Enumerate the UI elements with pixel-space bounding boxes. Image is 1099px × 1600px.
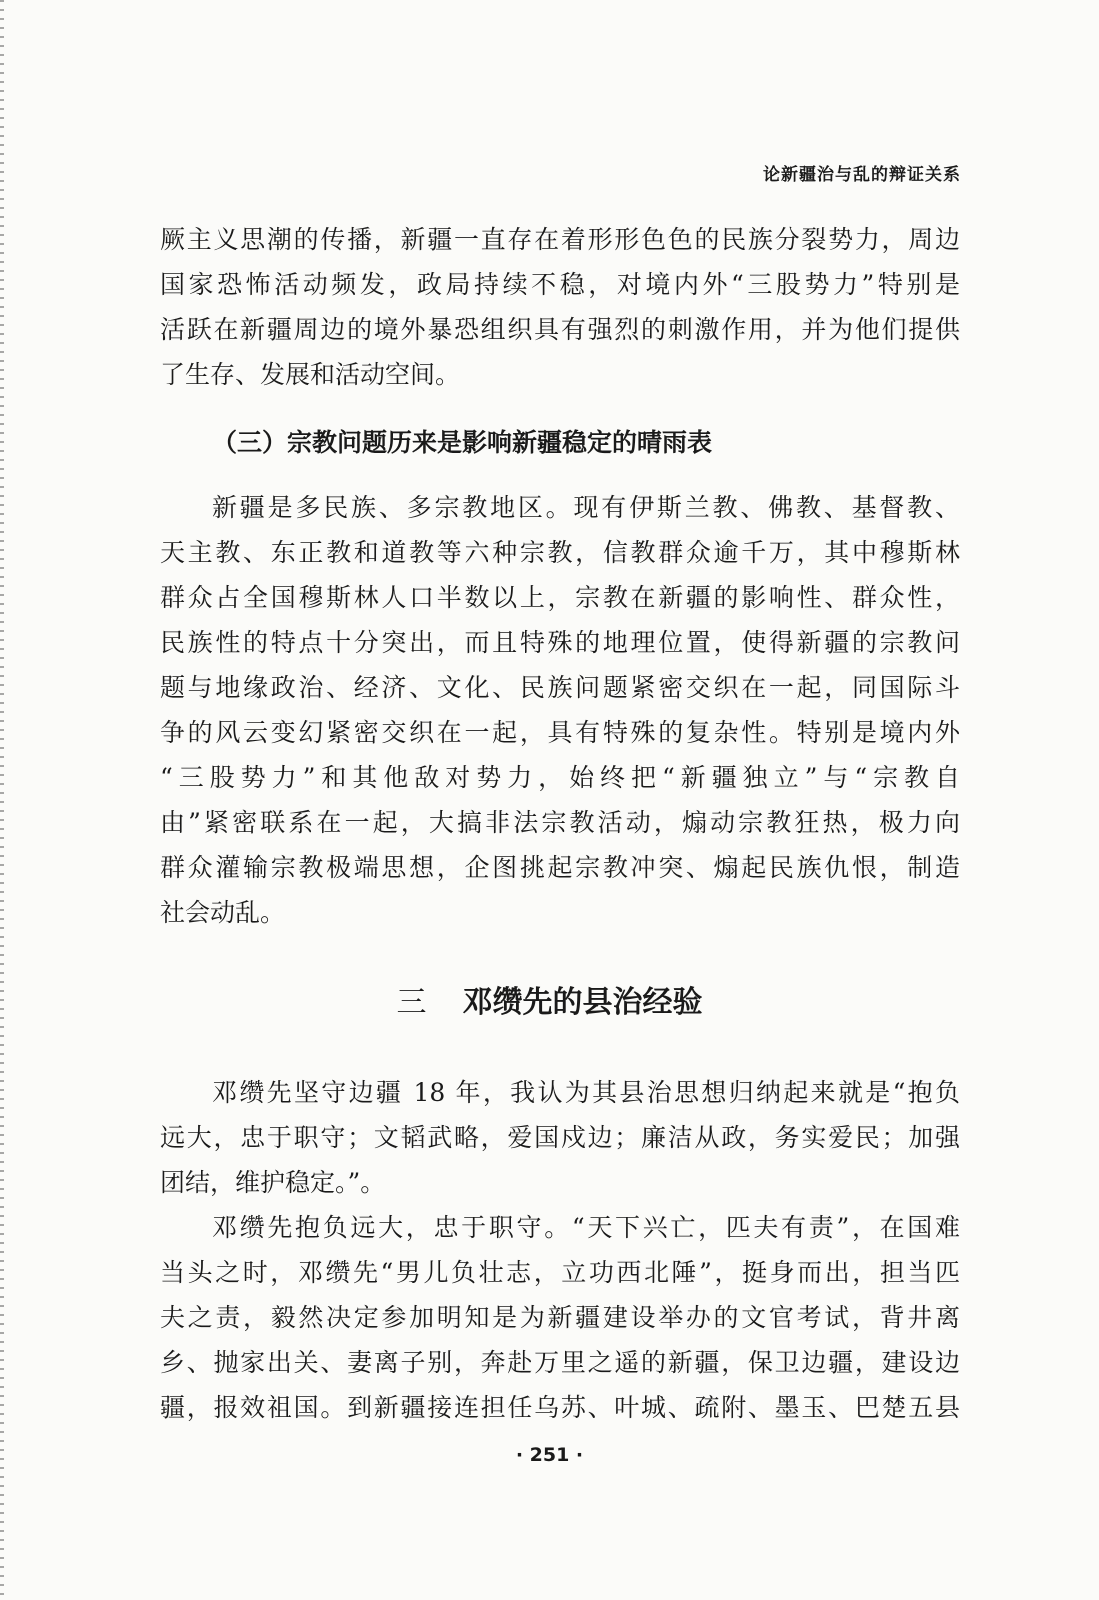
- text-line: 活跃在新疆周边的境外暴恐组织具有强烈的刺激作用，并为他们提供: [160, 315, 960, 344]
- text-line: 当头之时，邓缵先“男儿负壮志，立功西北陲”，挺身而出，担当匹: [160, 1258, 960, 1287]
- scan-edge-marks: [0, 0, 4, 1600]
- paragraph-3: [160, 1070, 960, 1205]
- paragraph-2: [160, 485, 960, 935]
- running-head: 论新疆治与乱的辩证关系: [763, 165, 961, 185]
- text-line: 题与地缘政治、经济、文化、民族问题紧密交织在一起，同国际斗: [160, 673, 960, 702]
- text-line: 邓缵先抱负远大，忠于职守。“天下兴亡，匹夫有责”，在国难: [212, 1213, 960, 1242]
- text-line: 群众占全国穆斯林人口半数以上，宗教在新疆的影响性、群众性，: [160, 583, 960, 612]
- section-heading: [0, 980, 1099, 1025]
- text-line: 了生存、发展和活动空间。: [160, 360, 461, 389]
- paragraph-4: [160, 1205, 960, 1430]
- section-title: 邓缵先的县治经验: [462, 985, 703, 1020]
- text-line: 厥主义思潮的传播，新疆一直存在着形形色色的民族分裂势力，周边: [160, 225, 960, 254]
- text-line: “三股势力”和其他敌对势力，始终把“新疆独立”与“宗教自: [160, 763, 960, 792]
- text-line: 由”紧密联系在一起，大搞非法宗教活动，煽动宗教狂热，极力向: [160, 808, 960, 837]
- text-line: 乡、抛家出关、妻离子别，奔赴万里之遥的新疆，保卫边疆，建设边: [160, 1348, 960, 1377]
- text-line: 夫之责，毅然决定参加明知是为新疆建设举办的文官考试，背井离: [160, 1303, 960, 1332]
- text-line: 天主教、东正教和道教等六种宗教，信教群众逾千万，其中穆斯林: [160, 538, 960, 567]
- text-line: 国家恐怖活动频发，政局持续不稳，对境内外“三股势力”特别是: [160, 270, 960, 299]
- text-line: 新疆是多民族、多宗教地区。现有伊斯兰教、佛教、基督教、: [212, 493, 960, 522]
- text-line: 民族性的特点十分突出，而且特殊的地理位置，使得新疆的宗教问: [160, 628, 960, 657]
- text-line: 争的风云变幻紧密交织在一起，具有特殊的复杂性。特别是境内外: [160, 718, 960, 747]
- page-number: · 251 ·: [515, 1444, 584, 1466]
- paragraph-1: [160, 217, 960, 397]
- section-number: 三: [396, 985, 427, 1020]
- subsection-heading: （三）宗教问题历来是影响新疆稳定的晴雨表: [212, 428, 713, 457]
- text-line: 团结，维护稳定。”。: [160, 1168, 386, 1197]
- text-line: 疆，报效祖国。到新疆接连担任乌苏、叶城、疏附、墨玉、巴楚五县: [160, 1393, 960, 1422]
- text-line: 社会动乱。: [160, 898, 286, 927]
- text-line: 群众灌输宗教极端思想，企图挑起宗教冲突、煽起民族仇恨，制造: [160, 853, 960, 882]
- text-line: 邓缵先坚守边疆 18 年，我认为其县治思想归纳起来就是“抱负: [212, 1078, 960, 1107]
- text-line: 远大，忠于职守；文韬武略，爱国戍边；廉洁从政，务实爱民；加强: [160, 1123, 960, 1152]
